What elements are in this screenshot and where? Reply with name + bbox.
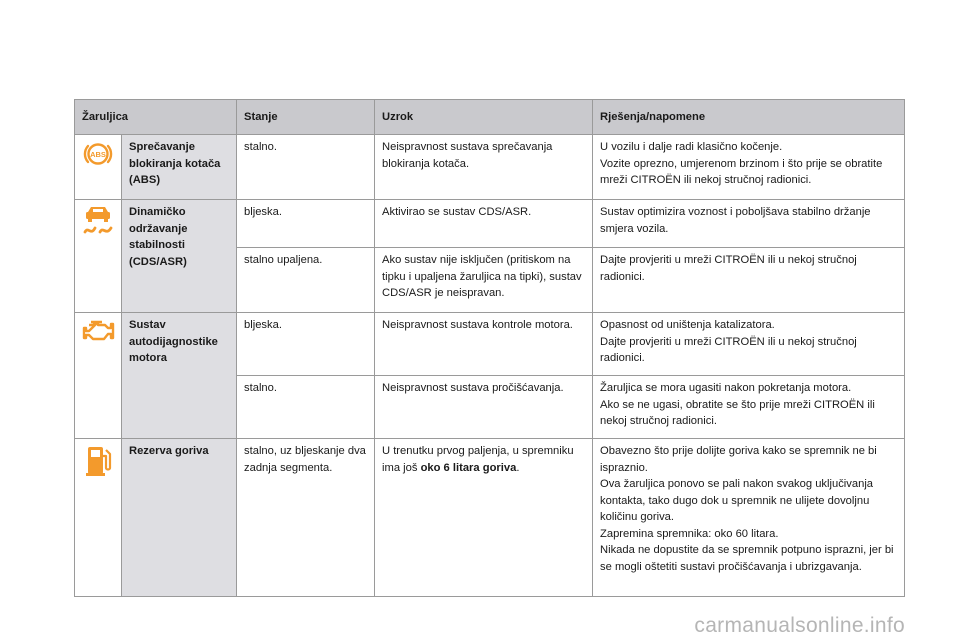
svg-text:ABS: ABS xyxy=(90,150,106,159)
lamp-name: Sustav autodijagnostike motora xyxy=(122,313,237,439)
notes-cell xyxy=(593,313,905,376)
note-line: Nikada ne dopustite da se spremnik potpuno isprazni, jer bi se mogli oštetiti sustavi pročišćavanja i ubrizgavanja. xyxy=(600,544,894,573)
cause-cell: Neispravnost sustava kontrole motora. xyxy=(375,313,593,376)
note-line: Zapremina spremnika: oko 60 litara. xyxy=(600,527,779,540)
notes-cell xyxy=(593,200,905,248)
table-row xyxy=(75,439,905,597)
header-lamp: Žaruljica xyxy=(75,100,237,135)
table-row xyxy=(75,135,905,200)
warning-lights-table xyxy=(74,99,905,597)
stability-control-icon xyxy=(82,204,114,240)
note-line: Ova žaruljica ponovo se pali nakon svakog uključivanja kontakta, tako dugo dok u spremnik ne ulijete dovoljnu količinu goriva. xyxy=(600,478,874,523)
watermark: carmanualsonline.info xyxy=(694,614,905,637)
cause-cell: Neispravnost sustava pročišćavanja. xyxy=(375,376,593,439)
state-cell: stalno. xyxy=(237,135,375,200)
notes-cell xyxy=(593,439,905,597)
note-line: Dajte provjeriti u mreži CITROËN ili u nekoj stručnoj radionici. xyxy=(600,254,857,283)
note-line: Obavezno što prije dolijte goriva kako se spremnik ne bi ispraznio. xyxy=(600,445,877,474)
cause-cell: Ako sustav nije isključen (pritiskom na tipku i upaljena žaruljica na tipki), sustav CDS/ASR je neispravan. xyxy=(375,248,593,313)
table-row xyxy=(75,313,905,376)
cause-text: U trenutku prvog paljenja, u spremniku ima još xyxy=(382,445,574,474)
cause-cell xyxy=(375,439,593,597)
notes-cell xyxy=(593,376,905,439)
note-line: Vozite oprezno, umjerenom brzinom i što prije se obratite mreži CITROËN ili nekoj stručnoj radionici. xyxy=(600,157,883,186)
note-line: Opasnost od uništenja katalizatora. xyxy=(600,319,775,331)
notes-cell xyxy=(593,135,905,200)
notes-cell xyxy=(593,248,905,313)
note-line: Ako se ne ugasi, obratite se što prije mreži CITROËN ili nekoj stručnoj radionici. xyxy=(600,398,875,427)
cause-cell: Neispravnost sustava sprečavanja blokiranja kotača. xyxy=(375,135,593,200)
note-line: Dajte provjeriti u mreži CITROËN ili u nekoj stručnoj radionici. xyxy=(600,335,857,364)
header-cause: Uzrok xyxy=(375,100,593,135)
state-cell: stalno. xyxy=(237,376,375,439)
lamp-name: Rezerva goriva xyxy=(122,439,237,597)
fuel-amount: oko 6 litara goriva xyxy=(420,461,517,474)
state-cell: stalno, uz bljeskanje dva zadnja segmenta. xyxy=(237,439,375,597)
icon-cell xyxy=(75,200,122,313)
header-solution: Rješenja/napomene xyxy=(593,100,905,135)
icon-cell xyxy=(75,313,122,439)
table-header-row xyxy=(75,100,905,135)
note-line: Sustav optimizira voznost i poboljšava stabilno držanje smjera vozila. xyxy=(600,206,871,235)
note-line: Žaruljica se mora ugasiti nakon pokretanja motora. xyxy=(600,382,852,394)
lamp-name: Sprečavanje blokiranja kotača (ABS) xyxy=(122,135,237,200)
cause-text-end: . xyxy=(516,461,520,474)
icon-cell xyxy=(75,439,122,597)
state-cell: bljeska. xyxy=(237,200,375,248)
state-cell: stalno upaljena. xyxy=(237,248,375,313)
icon-cell xyxy=(75,135,122,200)
header-state: Stanje xyxy=(237,100,375,135)
note-line: U vozilu i dalje radi klasično kočenje. xyxy=(600,141,783,153)
state-cell: bljeska. xyxy=(237,313,375,376)
abs-warning-icon xyxy=(83,139,113,169)
engine-check-icon xyxy=(82,317,116,345)
fuel-pump-icon xyxy=(83,443,113,477)
table-row xyxy=(75,200,905,248)
cause-cell: Aktivirao se sustav CDS/ASR. xyxy=(375,200,593,248)
lamp-name: Dinamičko održavanje stabilnosti (CDS/ASR) xyxy=(122,200,237,313)
